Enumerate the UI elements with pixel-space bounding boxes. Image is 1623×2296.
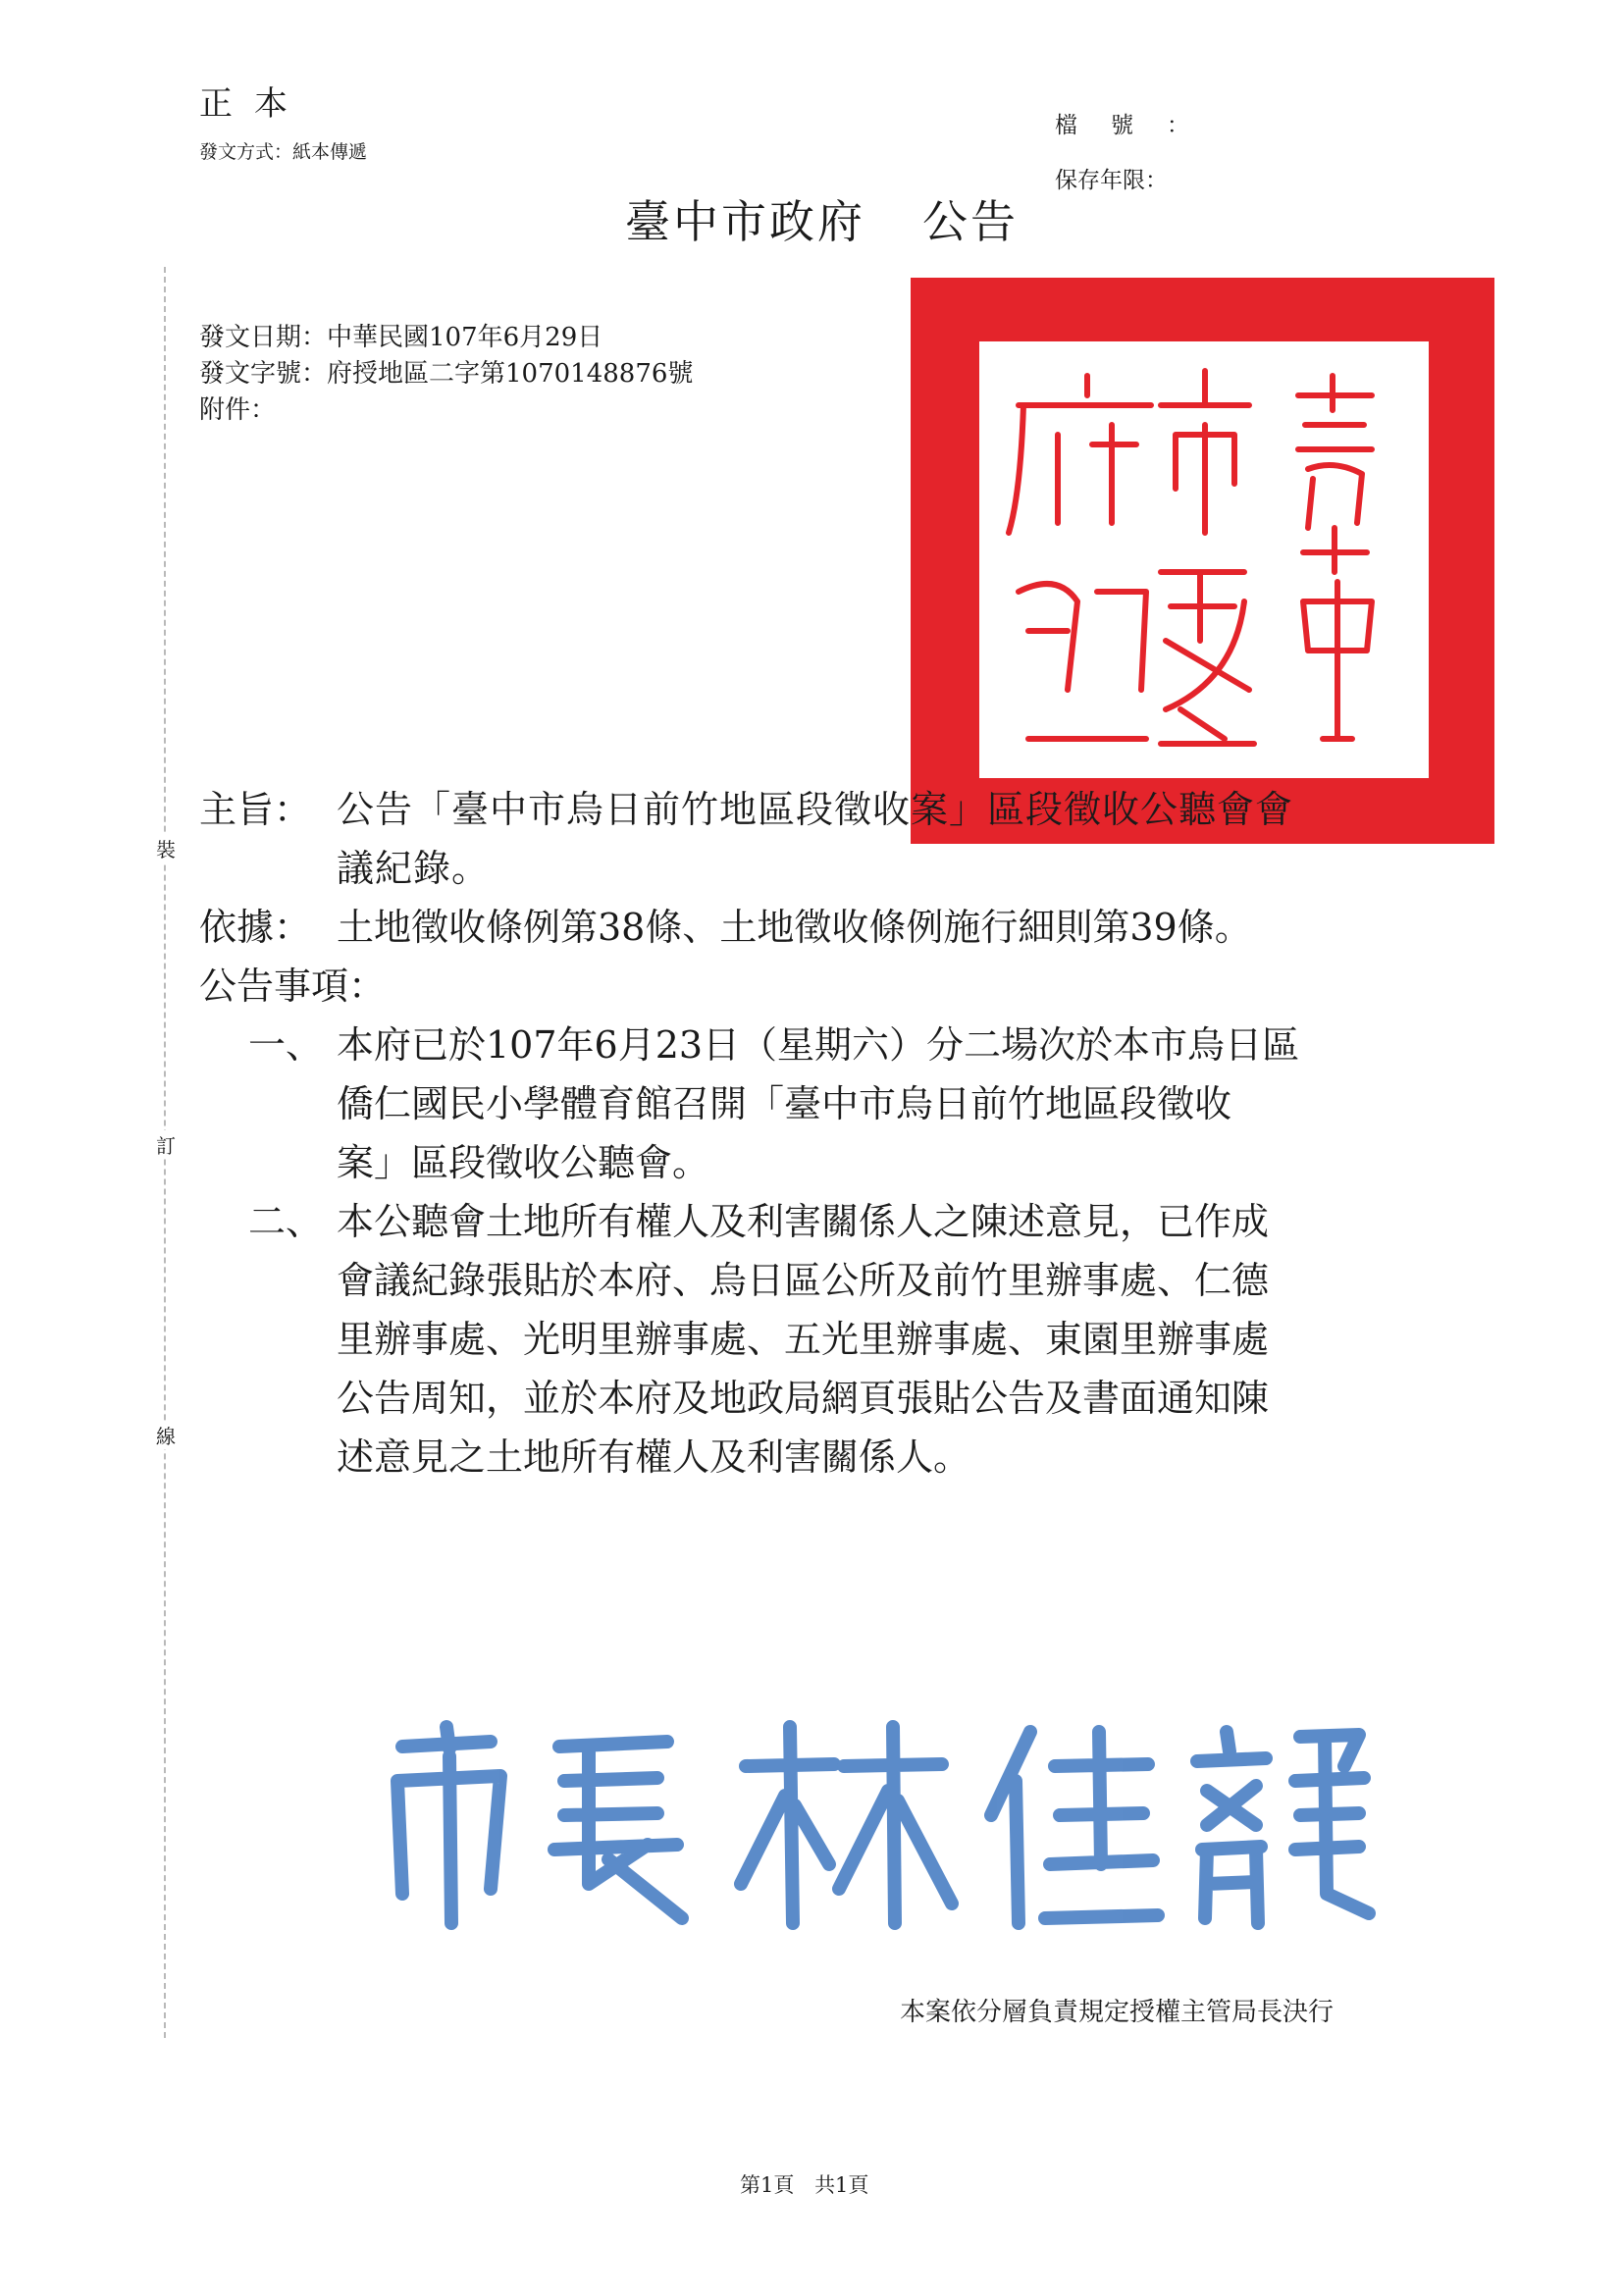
subject-text-continued: 議紀錄。 bbox=[337, 847, 491, 890]
binding-mark: 訂 bbox=[153, 1130, 179, 1159]
attachment-label: 附件： bbox=[199, 395, 277, 425]
basis-label: 依據： bbox=[199, 906, 312, 949]
total-pages: 共1頁 bbox=[814, 2173, 869, 2197]
official-seal bbox=[911, 278, 1494, 844]
item-number: 二、 bbox=[248, 1200, 324, 1243]
item-text: 本公聽會土地所有權人及利害關係人之陳述意見，已作成 bbox=[337, 1200, 1270, 1243]
item-text: 本府已於107年6月23日（星期六）分二場次於本市烏日區 bbox=[337, 1023, 1300, 1067]
page-footer bbox=[740, 2169, 868, 2199]
issue-date: 發文日期：中華民國107年6月29日 bbox=[199, 323, 603, 352]
retention-label: 保存年限： bbox=[1055, 168, 1168, 193]
item-text: 述意見之土地所有權人及利害關係人。 bbox=[337, 1435, 971, 1479]
subject-text: 公告「臺中市烏日前竹地區段徵收案」區段徵收公聽會會 bbox=[337, 788, 1294, 831]
item-text: 會議紀錄張貼於本府、烏日區公所及前竹里辦事處、仁德 bbox=[337, 1259, 1270, 1302]
issue-info bbox=[199, 320, 693, 429]
seal-icon bbox=[911, 278, 1494, 844]
binding-mark: 線 bbox=[153, 1421, 179, 1449]
item-text: 公告周知，並於本府及地政局網頁張貼公告及書面通知陳 bbox=[337, 1377, 1270, 1420]
item-text: 里辦事處、光明里辦事處、五光里辦事處、東園里辦事處 bbox=[337, 1318, 1270, 1361]
item-number: 一、 bbox=[248, 1023, 324, 1067]
copy-label: 正本 bbox=[199, 84, 309, 124]
mayor-signature bbox=[343, 1688, 1384, 1943]
reference-number: 發文字號：府授地區二字第1070148876號 bbox=[199, 359, 694, 389]
send-method: 發文方式：紙本傳遞 bbox=[199, 141, 368, 163]
document-title bbox=[625, 186, 1019, 251]
subject-label: 主旨： bbox=[199, 788, 312, 831]
signature-icon bbox=[343, 1688, 1384, 1943]
binding-mark: 裝 bbox=[153, 834, 179, 862]
item-text: 案」區段徵收公聽會。 bbox=[337, 1141, 710, 1184]
item-text: 僑仁國民小學體育館召開「臺中市烏日前竹地區段徵收 bbox=[337, 1082, 1232, 1125]
notice-items-label: 公告事項： bbox=[199, 965, 387, 1008]
delegation-note: 本案依分層負責規定授權主管局長決行 bbox=[900, 1998, 1335, 2027]
basis-text: 土地徵收條例第38條、土地徵收條例施行細則第39條。 bbox=[337, 906, 1252, 949]
issuing-agency: 臺中市政府 bbox=[625, 195, 865, 248]
file-number-label: 檔號： bbox=[1055, 113, 1223, 138]
document-type: 公告 bbox=[922, 195, 1019, 248]
file-meta bbox=[1055, 98, 1223, 208]
page-number: 第1頁 bbox=[740, 2173, 795, 2197]
